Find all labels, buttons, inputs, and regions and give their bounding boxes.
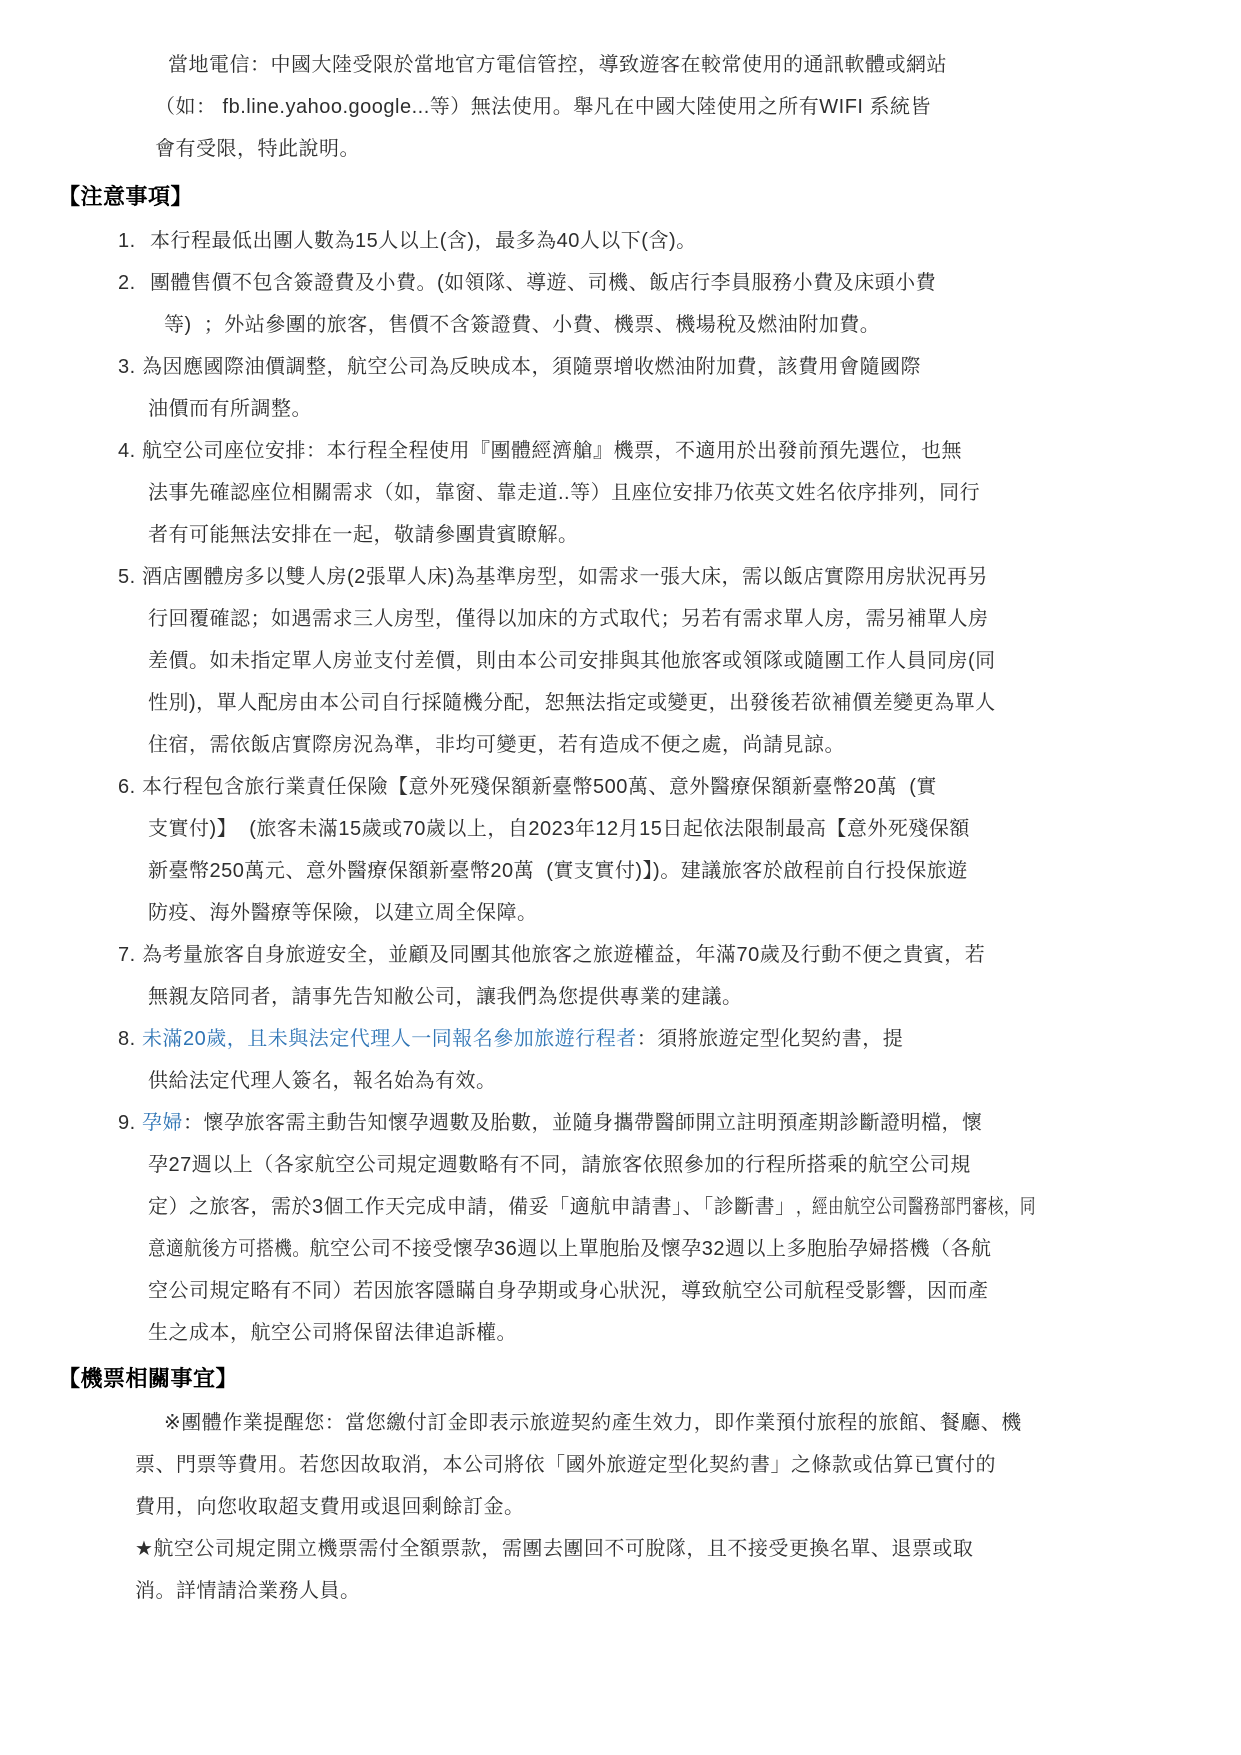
condensed-text: ，經由航空公司醫務部門審核，同 <box>795 1196 1036 1218</box>
text-line <box>0 262 1241 304</box>
notice-item-3 <box>0 346 1241 430</box>
text-line: 行回覆確認；如遇需求三人房型，僅得以加床的方式取代；另若有需求單人房，需另補單人房 <box>148 608 989 630</box>
list-number: 6. <box>118 776 136 798</box>
text-line: 票、門票等費用。若您因故取消，本公司將依「國外旅遊定型化契約書」之條款或估算已實付的 <box>135 1454 996 1476</box>
text-line: 生之成本，航空公司將保留法律追訴權。 <box>148 1322 517 1344</box>
text-line: ※團體作業提醒您：當您繳付訂金即表示旅遊契約產生效力，即作業預付旅程的旅館、餐廳、機 <box>164 1412 1022 1434</box>
item-text: ：懷孕旅客需主動告知懷孕週數及胎數，並隨身攜帶醫師開立註明預產期診斷證明檔，懷 <box>183 1112 983 1134</box>
notice-item-1 <box>0 220 1241 262</box>
text-line: 孕27週以上（各家航空公司規定週數略有不同，請旅客依照參加的行程所搭乘的航空公司規 <box>148 1154 971 1176</box>
text-line <box>0 766 1241 808</box>
notice-item-4 <box>0 430 1241 556</box>
text-line <box>0 346 1241 388</box>
text-line <box>0 220 1241 262</box>
text-line: （如： fb.line.yahoo.google...等）無法使用。舉凡在中國大陸使用之所有WIFI 系統皆 <box>155 96 932 118</box>
list-number: 1. <box>118 230 136 252</box>
notice-item-7 <box>0 934 1241 1018</box>
item-text: 為因應國際油價調整，航空公司為反映成本，須隨票增收燃油附加費，該費用會隨國際 <box>142 356 921 378</box>
text-line: 油價而有所調整。 <box>148 398 312 420</box>
text-line: 新臺幣250萬元、意外醫療保額新臺幣20萬 (實支實付)】)。建議旅客於啟程前自行投保旅遊 <box>148 860 968 882</box>
text-line: 無親友陪同者，請事先告知敝公司，讓我們為您提供專業的建議。 <box>148 986 743 1008</box>
text-line <box>0 934 1241 976</box>
text-line: 性別)，單人配房由本公司自行採隨機分配，恕無法指定或變更，出發後若欲補價差變更為單人 <box>148 692 996 714</box>
notice-list <box>0 220 1241 1354</box>
text-line: ★航空公司規定開立機票需付全額票款，需團去團回不可脫隊，且不接受更換名單、退票或取 <box>135 1538 974 1560</box>
item-text: 酒店團體房多以雙人房(2張單人床)為基準房型，如需求一張大床，需以飯店實際用房狀況再另 <box>142 566 988 588</box>
text-line: 住宿，需依飯店實際房況為準，非均可變更，若有造成不便之處，尚請見諒。 <box>148 734 845 756</box>
text-line: 費用，向您收取超支費用或退回剩餘訂金。 <box>135 1496 525 1518</box>
list-number: 2. <box>118 272 136 294</box>
minor-age-highlight: 未滿20歲，且未與法定代理人一同報名參加旅遊行程者 <box>142 1028 637 1050</box>
notice-item-8 <box>0 1018 1241 1102</box>
notice-item-6 <box>0 766 1241 934</box>
text-line <box>0 1018 1241 1060</box>
text-line <box>0 430 1241 472</box>
pregnant-highlight: 孕婦 <box>142 1112 183 1134</box>
text-line <box>0 1186 1241 1228</box>
deposit-reminder-paragraph <box>0 1402 1241 1528</box>
text-line: 空公司規定略有不同）若因旅客隱瞞自身孕期或身心狀況，導致航空公司航程受影響，因而產 <box>148 1280 989 1302</box>
text-line: 當地電信：中國大陸受限於當地官方電信管控，導致遊客在較常使用的通訊軟體或網站 <box>168 54 947 76</box>
text-line: 防疫、海外醫療等保險，以建立周全保障。 <box>148 902 538 924</box>
item-text: ：須將旅遊定型化契約書，提 <box>636 1028 904 1050</box>
notice-item-9 <box>0 1102 1241 1354</box>
text-line: 支實付)】 (旅客未滿15歲或70歲以上，自2023年12月15日起依法限制最高【意外死殘保額 <box>148 818 970 840</box>
list-number: 9. <box>118 1112 136 1134</box>
item-text: 航空公司座位安排：本行程全程使用『團體經濟艙』機票，不適用於出發前預先選位，也無 <box>142 440 962 462</box>
text-line: 法事先確認座位相關需求（如，靠窗、靠走道..等）且座位安排乃依英文姓名依序排列，同行 <box>148 482 981 504</box>
list-number: 8. <box>118 1028 136 1050</box>
item-text: 團體售價不包含簽證費及小費。(如領隊、導遊、司機、飯店行李員服務小費及床頭小費 <box>150 272 937 294</box>
text-line: 者有可能無法安排在一起，敬請參團貴賓瞭解。 <box>148 524 579 546</box>
list-number: 5. <box>118 566 136 588</box>
item-text: 為考量旅客自身旅遊安全，並顧及同團其他旅客之旅遊權益，年滿70歲及行動不便之貴賓，若 <box>142 944 986 966</box>
tickets-section-heading: 【機票相關事宜】 <box>58 1366 239 1391</box>
text-line: 消。詳情請洽業務人員。 <box>135 1580 361 1602</box>
notice-item-2 <box>0 262 1241 346</box>
text-line <box>0 1102 1241 1144</box>
text-line <box>0 556 1241 598</box>
item-text: 本行程最低出團人數為15人以上(含)，最多為40人以下(含)。 <box>150 230 697 252</box>
item-text: 航空公司不接受懷孕36週以上單胞胎及懷孕32週以上多胞胎孕婦搭機（各航 <box>309 1238 992 1260</box>
item-text: 定）之旅客，需於3個工作天完成申請，備妥「適航申請書」、「診斷書」 <box>148 1196 796 1218</box>
text-line: 供給法定代理人簽名，報名始為有效。 <box>148 1070 497 1092</box>
condensed-text: 意適航後方可搭機。 <box>148 1238 311 1260</box>
text-line: 會有受限，特此說明。 <box>155 138 360 160</box>
text-line <box>0 1228 1241 1270</box>
list-number: 3. <box>118 356 136 378</box>
notice-item-5 <box>0 556 1241 766</box>
telecom-notice-paragraph <box>0 0 1241 170</box>
notice-section-heading: 【注意事項】 <box>58 184 194 209</box>
item-text: 本行程包含旅行業責任保險【意外死殘保額新臺幣500萬、意外醫療保額新臺幣20萬 (實 <box>142 776 937 798</box>
text-line: 等) ；外站參團的旅客，售價不含簽證費、小費、機票、機場稅及燃油附加費。 <box>164 314 881 336</box>
full-fare-note-paragraph <box>0 1528 1241 1612</box>
list-number: 4. <box>118 440 136 462</box>
text-line: 差價。如未指定單人房並支付差價，則由本公司安排與其他旅客或領隊或隨團工作人員同房(同 <box>148 650 996 672</box>
list-number: 7. <box>118 944 136 966</box>
